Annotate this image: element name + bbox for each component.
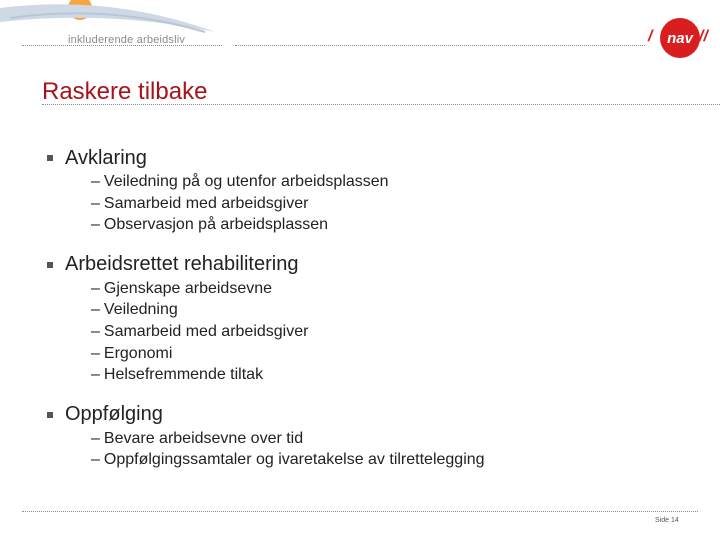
list-item: [91, 214, 702, 236]
nav-logo: [648, 18, 708, 58]
bullet-label: Avklaring: [65, 146, 147, 169]
page-number: Side 14: [655, 517, 679, 524]
list-item-text: Gjenskape arbeidsevne: [103, 279, 273, 297]
nav-logo-slash-left: /: [648, 28, 653, 45]
title-divider: [42, 104, 720, 105]
list-item: [91, 171, 702, 193]
dash-bullet: –: [91, 279, 100, 297]
square-bullet-icon: [47, 412, 53, 418]
list-item-text: Bevare arbeidsevne over tid: [103, 429, 304, 447]
dash-bullet: –: [91, 301, 100, 319]
nav-logo-slash-right: //: [699, 28, 708, 45]
list-item-text: Observasjon på arbeidsplassen: [103, 216, 329, 234]
section-avklaring: [42, 145, 702, 236]
list-item-text: Ergonomi: [103, 344, 173, 362]
slide-content: [42, 145, 702, 487]
nav-logo-text: nav: [667, 29, 693, 47]
dash-bullet: –: [91, 429, 100, 447]
list-item: [91, 449, 702, 471]
logo-tagline: inkluderende arbeidsliv: [68, 34, 186, 46]
header-divider-left: [22, 45, 222, 46]
sub-list: [42, 171, 702, 236]
header-divider-right: [235, 45, 645, 46]
slide-title: Raskere tilbake: [42, 78, 208, 105]
list-item-text: Veiledning på og utenfor arbeidsplassen: [103, 173, 389, 190]
list-item-text: Samarbeid med arbeidsgiver: [103, 322, 309, 340]
section-oppfolging: [42, 402, 702, 471]
ia-logo: [0, 0, 230, 50]
dash-bullet: –: [91, 194, 100, 212]
bullet-row: [42, 145, 702, 171]
bullet-row: [42, 402, 702, 428]
list-item: [91, 278, 702, 300]
dash-bullet: –: [91, 173, 100, 190]
list-item-text: Helsefremmende tiltak: [103, 366, 264, 384]
list-item-text: Veiledning: [103, 301, 178, 319]
list-item-text: Samarbeid med arbeidsgiver: [103, 194, 309, 212]
list-item: [91, 364, 702, 386]
square-bullet-icon: [47, 155, 53, 161]
footer-divider: [22, 511, 698, 512]
list-item: [91, 428, 702, 450]
nav-logo-circle: [660, 18, 700, 58]
bullet-label: Oppfølging: [65, 403, 163, 426]
list-item: [91, 193, 702, 215]
list-item: [91, 343, 702, 365]
section-arbeidsrettet-rehabilitering: [42, 252, 702, 386]
dash-bullet: –: [91, 366, 100, 384]
list-item-text: Oppfølgingssamtaler og ivaretakelse av tilrettelegging: [103, 451, 485, 469]
dash-bullet: –: [91, 322, 100, 340]
bullet-row: [42, 252, 702, 278]
sub-list: [42, 278, 702, 386]
list-item: [91, 321, 702, 343]
list-item: [91, 299, 702, 321]
sub-list: [42, 428, 702, 471]
bullet-label: Arbeidsrettet rehabilitering: [65, 253, 299, 276]
square-bullet-icon: [47, 262, 53, 268]
dash-bullet: –: [91, 451, 100, 469]
dash-bullet: –: [91, 344, 100, 362]
dash-bullet: –: [91, 216, 100, 234]
